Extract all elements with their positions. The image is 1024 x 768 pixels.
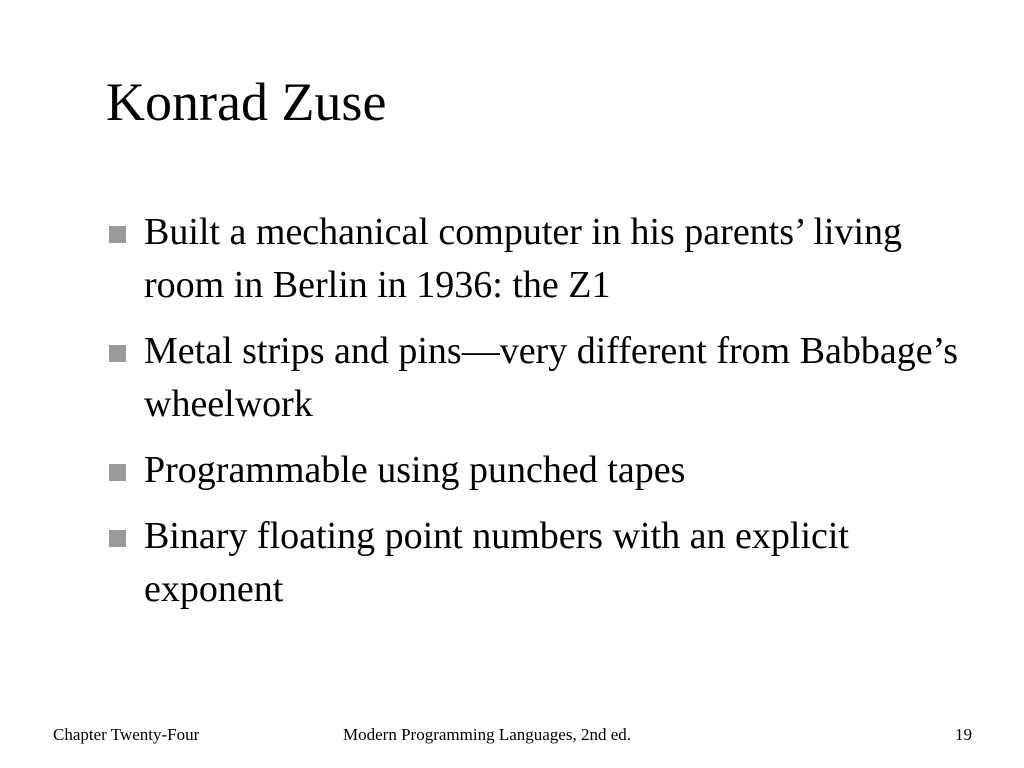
bullet-text: Programmable using punched tapes [144, 449, 686, 491]
footer-book-title: Modern Programming Languages, 2nd ed. [343, 725, 631, 744]
square-bullet-icon [109, 226, 126, 243]
bullet-item [106, 206, 966, 312]
bullet-item [106, 444, 966, 497]
bullet-list [106, 206, 966, 629]
footer-page-number: 19 [955, 725, 972, 744]
footer-chapter: Chapter Twenty-Four [53, 725, 200, 744]
bullet-text: Binary floating point numbers with an explicit exponent [144, 515, 849, 610]
bullet-text: Metal strips and pins—very different from Babbage’s wheelwork [144, 330, 958, 425]
square-bullet-icon [109, 530, 126, 547]
bullet-item [106, 510, 966, 616]
bullet-item [106, 325, 966, 431]
slide-title: Konrad Zuse [106, 72, 387, 132]
square-bullet-icon [109, 464, 126, 481]
square-bullet-icon [109, 345, 126, 362]
bullet-text: Built a mechanical computer in his parents’ living room in Berlin in 1936: the Z1 [144, 211, 903, 306]
